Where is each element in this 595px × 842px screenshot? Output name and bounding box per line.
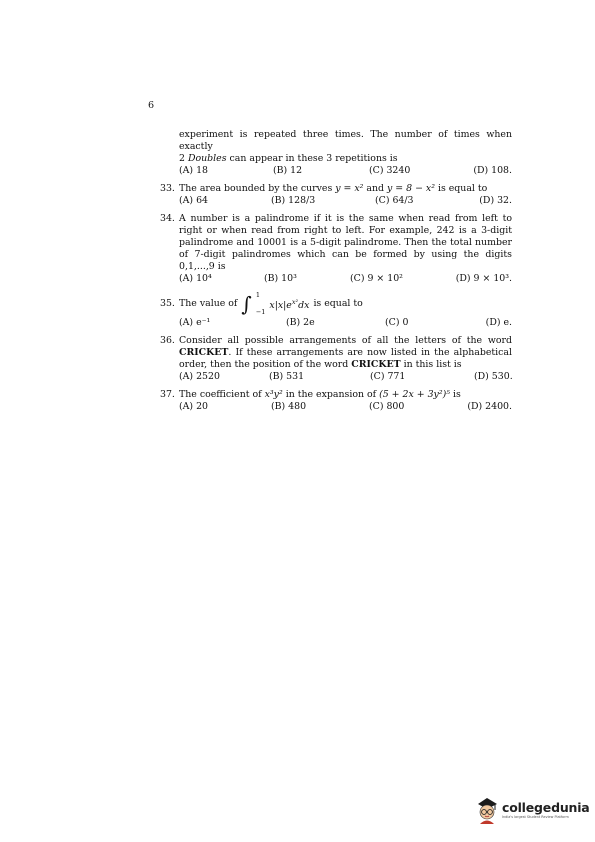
option-d: (D) 108. (473, 165, 512, 176)
option-b: (B) 2e (286, 317, 315, 328)
option-b: (B) 12 (273, 165, 303, 176)
option-c: (C) 800 (369, 401, 405, 412)
question-content (160, 129, 512, 413)
curve-1: y = x² (335, 183, 367, 194)
lower-limit: −1 (255, 308, 266, 316)
doubles-term: Doubles (187, 153, 227, 164)
integrand: $x|x|e^{x^2}dx$ (269, 297, 310, 312)
word-cricket: CRICKET (179, 347, 229, 358)
question-text: The coefficient of x³y² in the expansion of (5 + 2x + 3y²)⁵ is (179, 389, 461, 400)
option-a: (A) 20 (179, 401, 208, 412)
curve-2: y = 8 − x² (387, 183, 438, 194)
option-d: (D) e. (485, 317, 512, 328)
option-b: (B) 128/3 (271, 195, 316, 206)
question-number: 36. (160, 335, 175, 346)
logo-text (502, 801, 590, 820)
question-number: 34. (160, 213, 175, 224)
question-number: 37. (160, 389, 175, 400)
question-36 (160, 335, 512, 383)
option-d: (D) 2400. (467, 401, 512, 412)
question-33 (160, 183, 512, 207)
question-32-options (179, 165, 512, 177)
option-a: (A) 64 (179, 195, 208, 206)
exponent: x² (291, 297, 299, 306)
integral-limits (256, 292, 266, 316)
integral-sign: ∫ (241, 292, 252, 316)
question-33-options (179, 195, 512, 207)
question-text: A number is a palindrome if it is the same when read from left to right or when read from right to left. For example, 242 is a 3-digit palindrome and 10001 is a 5-digit palindrome. Then the total number of 7-digit palindromes which can be formed by using the digits 0,1,...,9 is (179, 213, 512, 272)
question-35 (160, 291, 512, 329)
question-32-line-2: 2 Doubles can appear in these 3 repetitions is (179, 153, 398, 164)
question-37 (160, 389, 512, 413)
logo-tagline: India's largest Student Review Platform (502, 814, 569, 819)
option-b: (B) 531 (269, 371, 305, 382)
question-35-options (179, 317, 512, 329)
option-b: (B) 10³ (264, 273, 297, 284)
question-text: The area bounded by the curves y = x² and y = 8 − x² is equal to (179, 183, 488, 194)
question-32-continuation (160, 129, 512, 177)
option-d: (D) 530. (474, 371, 513, 382)
upper-limit: 1 (255, 291, 260, 299)
option-c: (C) 771 (370, 371, 406, 382)
question-text: Consider all possible arrangements of all the letters of the word CRICKET. If these arrangements are now listed in the alphabetical order, then the position of the word CRICKET in this list is (179, 335, 512, 370)
question-34-options (179, 273, 512, 285)
question-text: The value of ∫ 1 −1 $x|x|e^{x^2}dx$ is equal to (179, 291, 363, 316)
term: x³y² (264, 389, 283, 400)
option-c: (C) 9 × 10² (350, 273, 403, 284)
option-c: (C) 3240 (369, 165, 411, 176)
option-d: (D) 9 × 10³. (455, 273, 512, 284)
expression: (5 + 2x + 3y²)⁵ (379, 389, 451, 400)
option-a: (A) 2520 (179, 371, 220, 382)
option-b: (B) 480 (271, 401, 307, 412)
word-cricket: CRICKET (351, 359, 401, 370)
question-number: 35. (160, 298, 175, 309)
page-number: 6 (148, 100, 155, 111)
question-36-options (179, 371, 512, 383)
option-c: (C) 0 (385, 317, 409, 328)
collegedunia-logo[interactable] (476, 795, 590, 825)
question-number: 33. (160, 183, 175, 194)
option-a: (A) 10⁴ (179, 273, 212, 284)
option-d: (D) 32. (479, 195, 512, 206)
option-a: (A) 18 (179, 165, 208, 176)
option-c: (C) 64/3 (375, 195, 414, 206)
mascot-icon (476, 795, 498, 825)
question-37-options (179, 401, 512, 413)
logo-name: collegedunia (502, 799, 590, 815)
option-a: (A) e⁻¹ (179, 317, 211, 328)
question-34 (160, 213, 512, 285)
question-32-line-1: experiment is repeated three times. The number of times when exactly (179, 129, 512, 152)
